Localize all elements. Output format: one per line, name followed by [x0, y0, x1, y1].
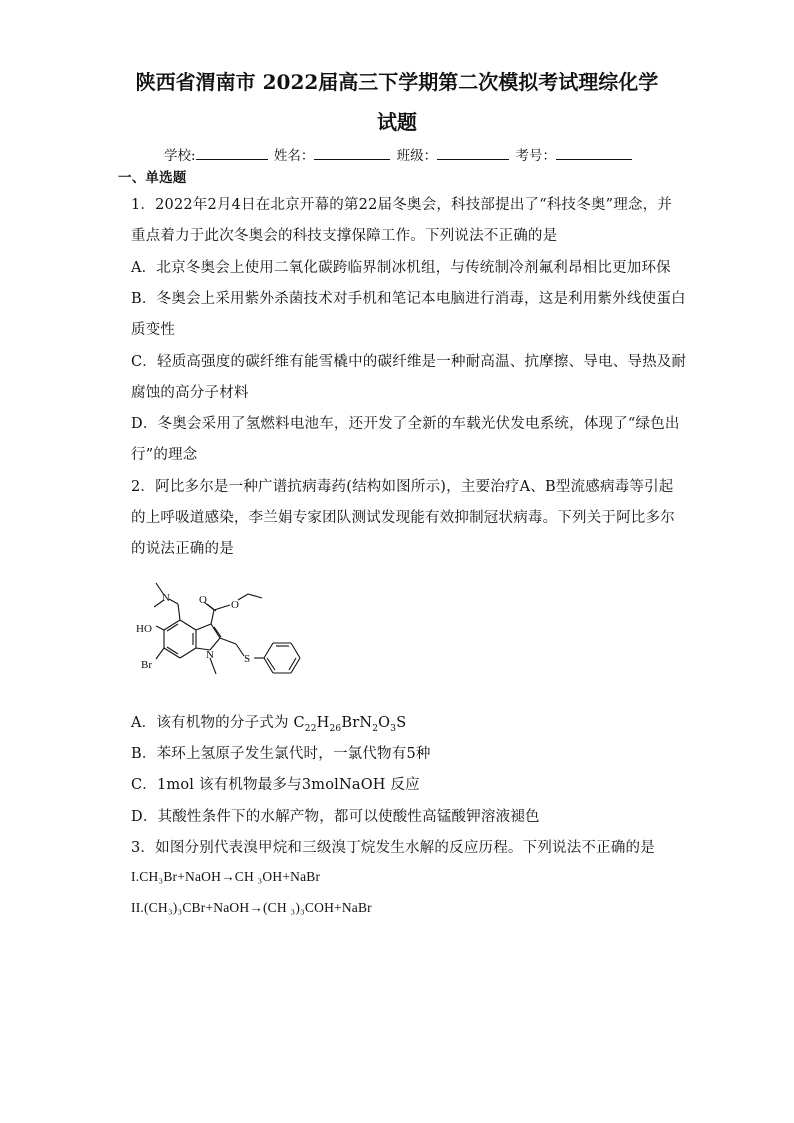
- formula-brn: BrN: [341, 715, 373, 731]
- q3-stem: 3．如图分别代表溴甲烷和三级溴丁烷发生水解的反应历程。下列说法不正确的是: [131, 840, 655, 856]
- q1-option-c-line2: 腐蚀的高分子材料: [131, 385, 249, 401]
- q1-stem-line1: 1．2022年2月4日在北京开幕的第22届冬奥会，科技部提出了“科技冬奥”理念，并: [131, 197, 673, 213]
- q1-stem-line2: 重点着力于此次冬奥会的科技支撑保障工作。下列说法不正确的是: [131, 228, 558, 244]
- q1-option-c-line1: C．轻质高强度的碳纤维有能雪橇中的碳纤维是一种耐高温、抗摩擦、导电、导热及耐: [131, 354, 687, 370]
- ester-o-label: O: [231, 599, 239, 611]
- exam-title: 陕西省渭南市 2022届高三下学期第二次模拟考试理综化学: [135, 70, 659, 94]
- section-heading: 一、单选题: [118, 170, 187, 186]
- hydroxyl-label: HO: [136, 623, 152, 635]
- exam-number-blank[interactable]: [556, 146, 632, 160]
- q2-option-a-text: A．该有机物的分子式为 C: [131, 715, 305, 731]
- formula-h-count: 26: [329, 723, 342, 734]
- formula-o-count: 3: [390, 723, 397, 734]
- formula-s: S: [396, 715, 407, 731]
- bromine-label: Br: [141, 659, 152, 671]
- carbonyl-o-label: O: [199, 594, 207, 606]
- q2-option-d: D．其酸性条件下的水解产物，都可以使酸性高锰酸钾溶液褪色: [131, 809, 540, 825]
- exam-title-continued: 试题: [377, 110, 417, 134]
- q1-option-d-line1: D．冬奥会采用了氢燃料电池车，还开发了全新的车载光伏发电系统，体现了“绿色出: [131, 416, 680, 432]
- q3-equation-2: II.(CH₃)₃CBr+NaOH→(CH ₃)₃COH+NaBr: [131, 900, 372, 915]
- name-blank[interactable]: [314, 146, 390, 160]
- q1-option-a: A．北京冬奥会上使用二氧化碳跨临界制冰机组，与传统制冷剂氟利昂相比更加环保: [131, 260, 671, 276]
- formula-o: O: [378, 715, 391, 731]
- q3-equation-1: I.CH₃Br+NaOH→CH ₃OH+NaBr: [131, 869, 321, 884]
- arbidol-structure-diagram: [136, 580, 316, 695]
- student-info-row: [164, 144, 634, 164]
- class-blank[interactable]: [437, 146, 509, 160]
- school-blank[interactable]: [196, 146, 268, 160]
- q2-option-b: B．苯环上氢原子发生氯代时，一氯代物有5种: [131, 746, 431, 762]
- q2-stem-line1: 2．阿比多尔是一种广谱抗病毒药(结构如图所示)，主要治疗A、B型流感病毒等引起: [131, 479, 674, 495]
- amine-n-label: N: [162, 592, 170, 604]
- school-label: 学校:: [164, 148, 196, 164]
- name-label: 姓名：: [273, 148, 315, 164]
- sulfur-label: S: [244, 653, 251, 665]
- indole-n-label: N: [206, 649, 214, 661]
- exam-number-label: 考号：: [515, 148, 556, 164]
- formula-h: H: [316, 715, 330, 731]
- class-label: 班级：: [396, 148, 438, 164]
- formula-c-count: 22: [304, 723, 317, 734]
- q1-option-b-line1: B．冬奥会上采用紫外杀菌技术对手机和笔记本电脑进行消毒，这是利用紫外线使蛋白: [131, 291, 686, 307]
- q2-option-c: C．1mol 该有机物最多与3molNaOH 反应: [131, 777, 420, 793]
- q2-option-a: [131, 711, 406, 734]
- q2-stem-line3: 的说法正确的是: [131, 541, 234, 557]
- formula-n-count: 2: [372, 723, 379, 734]
- q2-stem-line2: 的上呼吸道感染，李兰娟专家团队测试发现能有效抑制冠状病毒。下列关于阿比多尔: [131, 510, 675, 526]
- q1-option-d-line2: 行”的理念: [131, 447, 198, 463]
- q1-option-b-line2: 质变性: [131, 322, 176, 338]
